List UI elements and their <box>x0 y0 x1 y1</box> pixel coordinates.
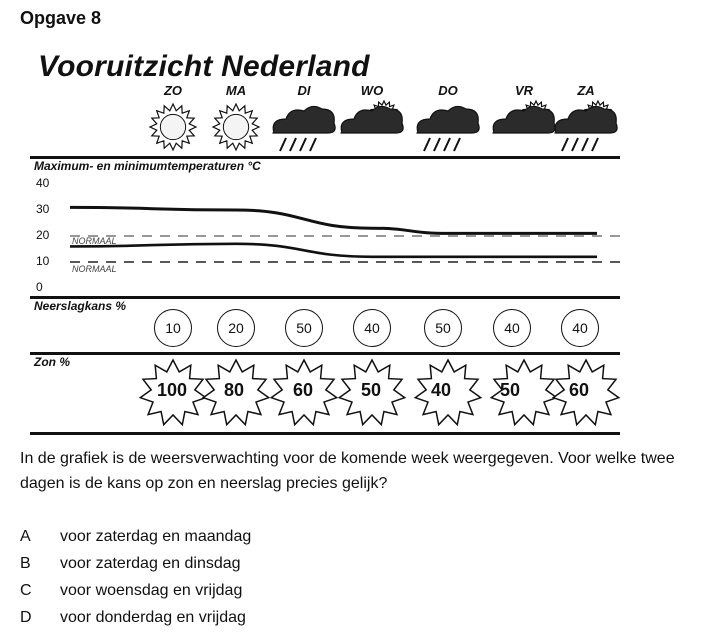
precipitation-value: 40 <box>561 309 599 347</box>
sun-disc <box>223 114 248 139</box>
rain-drop <box>300 138 306 151</box>
section-divider <box>30 352 620 355</box>
y-tick-label: 30 <box>36 202 50 216</box>
temperature-title: Maximum- en minimumtemperaturen °C <box>34 159 261 173</box>
rain-cloud-sun-icon <box>555 101 617 151</box>
forecast-title: Vooruitzicht Nederland <box>38 50 370 83</box>
day-label: ZA <box>577 83 595 98</box>
rain-drop <box>582 138 588 151</box>
option-text: voor woensdag en vrijdag <box>60 582 243 599</box>
sun-title: Zon % <box>34 355 70 369</box>
rain-drop <box>310 138 316 151</box>
rain-cloud-icon <box>273 106 335 151</box>
precipitation-value: 20 <box>217 309 255 347</box>
option-text: voor zaterdag en maandag <box>60 528 252 545</box>
precipitation-value: 50 <box>424 309 462 347</box>
sun-value: 40 <box>430 380 452 400</box>
cloud-sun-icon <box>341 101 403 133</box>
option-text: voor donderdag en vrijdag <box>60 609 246 626</box>
rain-drop <box>434 138 440 151</box>
precipitation-value: 40 <box>493 309 531 347</box>
sun-icon <box>150 104 196 150</box>
y-tick-label: 0 <box>36 280 43 294</box>
option-letter: A <box>20 528 31 545</box>
y-tick-label: 10 <box>36 254 50 268</box>
day-label: DO <box>438 83 458 98</box>
rain-cloud-icon <box>417 106 479 151</box>
option-letter: C <box>20 582 32 599</box>
rain-drop <box>454 138 460 151</box>
rain-drop <box>290 138 296 151</box>
precipitation-value: 50 <box>285 309 323 347</box>
option-letter: B <box>20 555 31 572</box>
normal-label-min: NORMAAL <box>72 264 117 274</box>
exercise-title: Opgave 8 <box>20 8 102 28</box>
min-temperature-line <box>70 244 597 257</box>
sun-value: 60 <box>292 380 314 400</box>
answer-option[interactable] <box>20 528 251 546</box>
cloud-shape <box>273 106 335 133</box>
sun-icon <box>213 104 259 150</box>
sun-value: 80 <box>223 380 245 400</box>
day-label: ZO <box>163 83 183 98</box>
day-label: MA <box>225 83 247 98</box>
question-text: In de grafiek is de weersverwachting voor de komende week weergegeven. Voor welke twee dagen is de kans op zon en neerslag precies gelijk? <box>20 450 675 492</box>
precipitation-title: Neerslagkans % <box>34 299 127 313</box>
option-letter: D <box>20 609 32 626</box>
option-text: voor zaterdag en dinsdag <box>60 555 241 572</box>
normal-label-max: NORMAAL <box>72 236 117 246</box>
cloud-shape <box>417 106 479 133</box>
rain-drop <box>280 138 286 151</box>
rain-drop <box>592 138 598 151</box>
day-label: VR <box>514 83 534 98</box>
answer-option[interactable] <box>20 582 242 600</box>
answer-option[interactable] <box>20 609 246 627</box>
rain-drop <box>562 138 568 151</box>
cloud-shape <box>555 106 617 133</box>
rain-drop <box>572 138 578 151</box>
cloud-shape <box>341 106 403 133</box>
weather-icons <box>150 101 617 151</box>
cloud-sun-icon <box>493 101 555 133</box>
precipitation-value: 10 <box>154 309 192 347</box>
sun-value: 100 <box>156 380 188 400</box>
sun-value: 60 <box>568 380 590 400</box>
cloud-shape <box>493 106 555 133</box>
y-tick-label: 40 <box>36 176 50 190</box>
day-label: DI <box>297 83 311 98</box>
section-divider <box>30 432 620 435</box>
precipitation-value: 40 <box>353 309 391 347</box>
sun-value: 50 <box>499 380 521 400</box>
sun-disc <box>160 114 185 139</box>
answer-option[interactable] <box>20 555 241 573</box>
y-tick-label: 20 <box>36 228 50 242</box>
day-label: WO <box>360 83 384 98</box>
rain-drop <box>424 138 430 151</box>
rain-drop <box>444 138 450 151</box>
max-temperature-line <box>70 207 597 233</box>
temperature-plot <box>70 207 620 262</box>
sun-value: 50 <box>360 380 382 400</box>
